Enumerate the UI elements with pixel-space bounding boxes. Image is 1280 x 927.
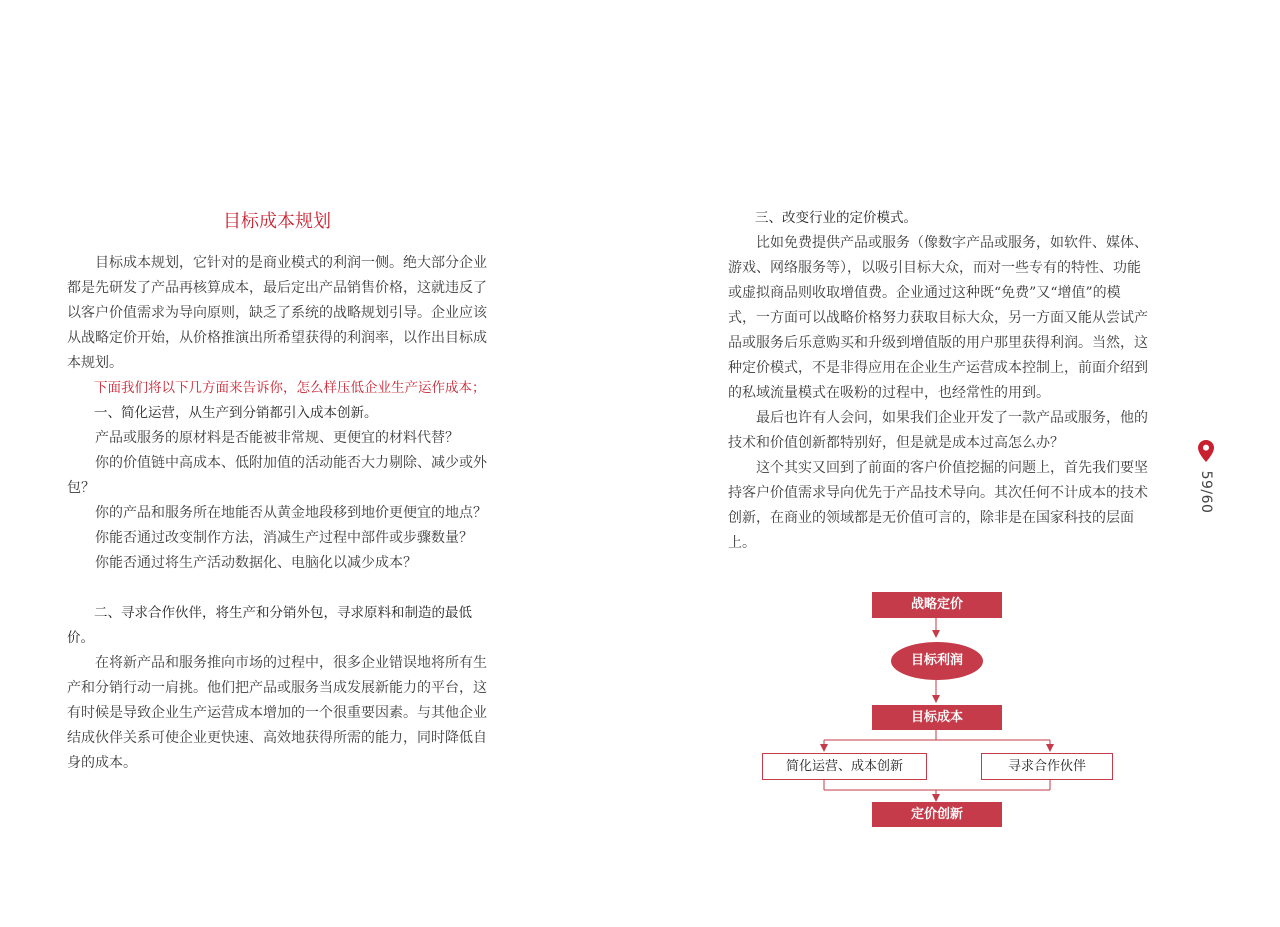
intro-paragraph: 目标成本规划，它针对的是商业模式的利润一侧。绝大部分企业都是先研发了产品再核算成本，最后定出产品销售价格，这就违反了以客户价值需求为导向原则，缺乏了系统的战略规划引导。企业应该从战略定价开始，从价格推演出所希望获得的利润率，以作出目标成本规划。 — [67, 255, 487, 371]
left-column — [67, 208, 487, 776]
highlight-paragraph: 下面我们将以下几方面来告诉你，怎么样压低企业生产运作成本； — [94, 380, 486, 396]
pricing-paragraph: 比如免费提供产品或服务（像数字产品或服务，如软件、媒体、游戏、网络服务等），以吸引目标大众，而对一些专有的特性、功能或虚拟商品则收取增值费。企业通过这种既“免费”又“增值”的模式，一方面可以战略价格努力获取目标大众，另一方面又能从尝试产品或服务后乐意购买和升级到增值版的用户那里获得利润。当然，这种定价模式，不是非得应用在企业生产运营成本控制上，前面介绍到的私域流量模式在吸粉的过程中，也经常性的用到。 — [728, 235, 1148, 401]
flow-node-strategic-pricing: 战略定价 — [872, 592, 1002, 618]
page-indicator — [1196, 440, 1216, 520]
question-3: 你的产品和服务所在地能否从黄金地段移到地价更便宜的地点？ — [95, 505, 487, 521]
question-paragraph: 最后也许有人会问，如果我们企业开发了一款产品或服务，他的技术和价值创新都特别好，但是就是成本过高怎么办？ — [728, 410, 1148, 451]
question-5: 你能否通过将生产活动数据化、电脑化以减少成本？ — [95, 555, 417, 571]
answer-paragraph: 这个其实又回到了前面的客户价值挖掘的问题上，首先我们要坚持客户价值需求导向优先于产品技术导向。其次任何不计成本的技术创新，在商业的领域都是无价值可言的，除非是在国家科技的层面上。 — [728, 460, 1148, 551]
right-column — [728, 206, 1148, 556]
flow-node-target-cost: 目标成本 — [872, 705, 1002, 730]
question-2: 你的价值链中高成本、低附加值的活动能否大力剔除、减少或外包？ — [67, 455, 487, 496]
location-pin-icon — [1198, 440, 1214, 462]
page-title: 目标成本规划 — [223, 211, 331, 232]
section-heading-3: 三、改变行业的定价模式。 — [755, 210, 917, 226]
partner-paragraph: 在将新产品和服务推向市场的过程中，很多企业错误地将所有生产和分销行动一肩挑。他们把产品或服务当成发展新能力的平台，这有时候是导致企业生产运营成本增加的一个很重要因素。与其他企业结成伙伴关系可使企业更快速、高效地获得所需的能力，同时降低自身的成本。 — [67, 655, 487, 771]
question-4: 你能否通过改变制作方法，消减生产过程中部件或步骤数量？ — [95, 530, 473, 546]
flow-node-target-profit: 目标利润 — [891, 642, 983, 680]
section-heading-1: 一、简化运营，从生产到分销都引入成本创新。 — [94, 405, 378, 421]
flowchart — [760, 590, 1116, 830]
flow-node-simplify-operations: 简化运营、成本创新 — [762, 753, 927, 780]
flow-node-pricing-innovation: 定价创新 — [872, 802, 1002, 827]
flow-node-seek-partners: 寻求合作伙伴 — [981, 753, 1113, 780]
question-1: 产品或服务的原材料是否能被非常规、更便宜的材料代替？ — [95, 430, 459, 446]
section-heading-2: 二、寻求合作伙伴，将生产和分销外包，寻求原料和制造的最低价。 — [67, 605, 472, 646]
page-number: 59/60 — [1198, 470, 1214, 514]
